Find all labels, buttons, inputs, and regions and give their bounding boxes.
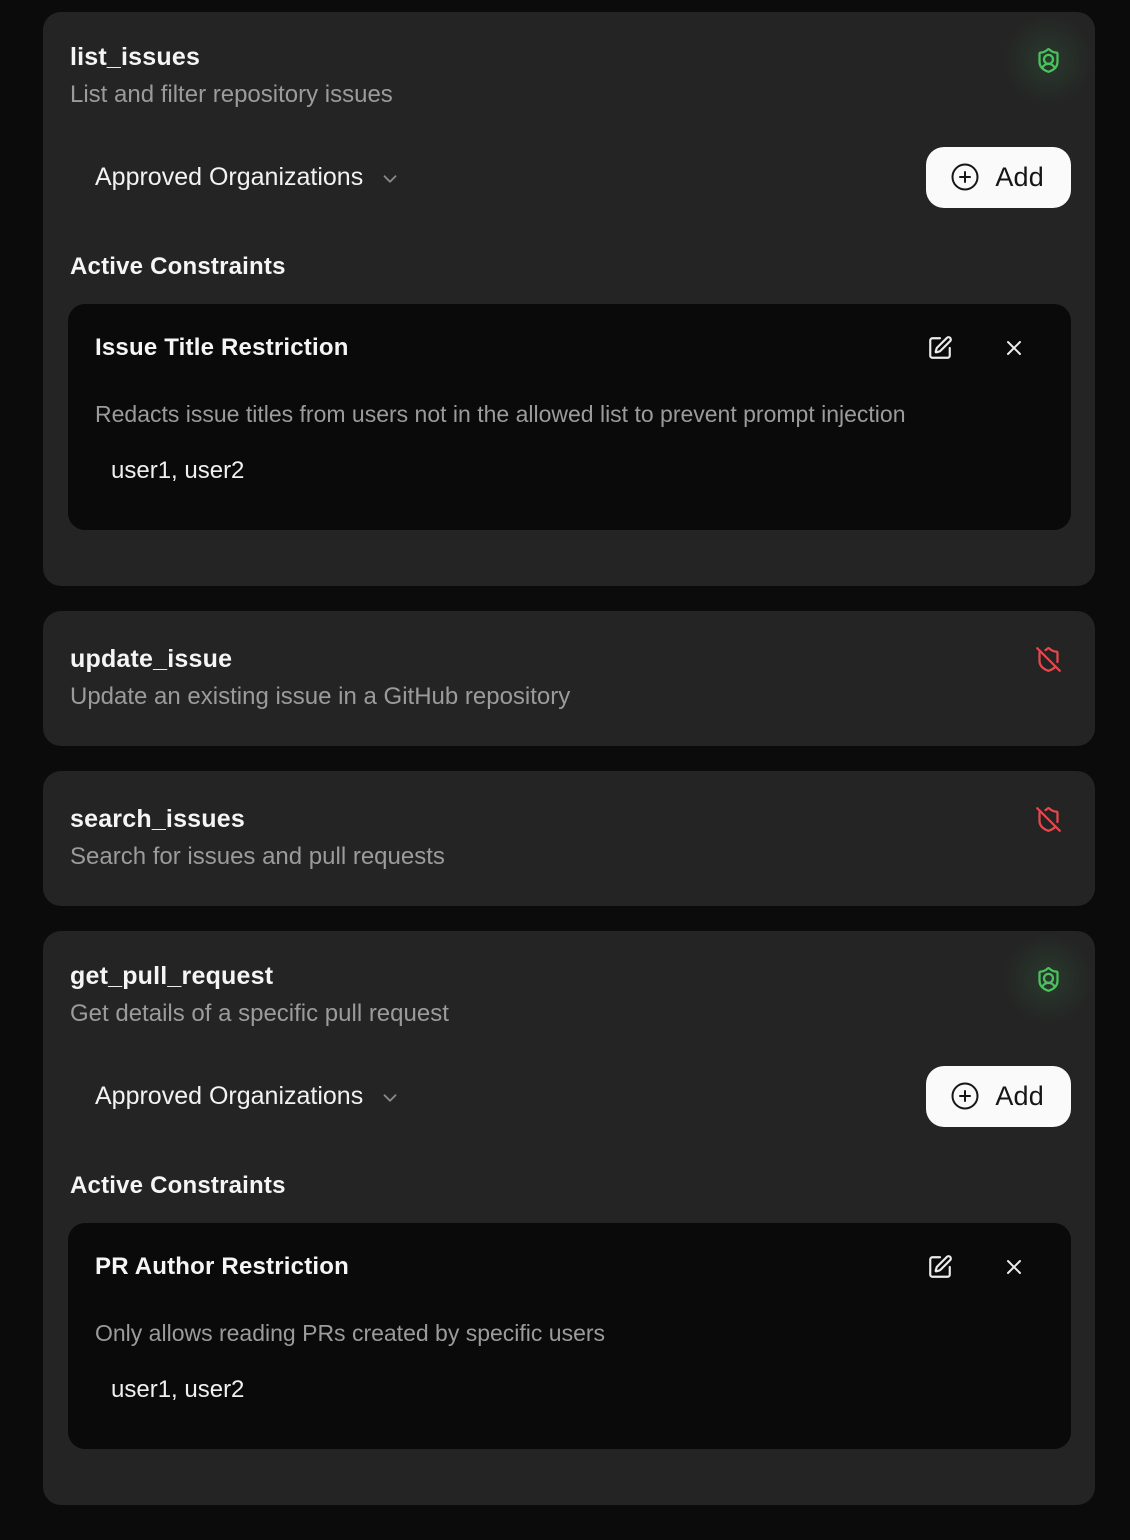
constraint-controls-row (70, 1065, 1071, 1127)
constraint-title: Issue Title Restriction (95, 334, 349, 361)
add-constraint-button[interactable] (926, 147, 1071, 208)
constraint-actions (926, 335, 1027, 362)
circle-plus-icon (950, 162, 980, 192)
add-button-label: Add (995, 1080, 1044, 1111)
constraint-controls-row (70, 146, 1071, 208)
remove-constraint-button[interactable] (1000, 335, 1027, 362)
shield-off-icon[interactable] (1034, 645, 1062, 673)
tool-description: Search for issues and pull requests (70, 843, 445, 870)
close-x-icon (1002, 336, 1026, 360)
shield-off-icon[interactable] (1034, 805, 1062, 833)
tool-card-get-pull-request (43, 931, 1095, 1505)
tool-description: Update an existing issue in a GitHub repository (70, 683, 571, 710)
constraint-description: Only allows reading PRs created by specific users (95, 1320, 606, 1346)
close-x-icon (1002, 1255, 1026, 1279)
edit-constraint-button[interactable] (926, 335, 953, 362)
active-constraints-heading: Active Constraints (70, 1172, 286, 1199)
shield-user-icon[interactable] (1034, 46, 1062, 74)
constraint-value: user1, user2 (111, 1376, 245, 1403)
edit-pencil-square-icon (927, 335, 953, 361)
add-button-label: Add (995, 161, 1044, 192)
dropdown-selected-value: Approved Organizations (95, 163, 364, 191)
tool-name: get_pull_request (70, 962, 274, 990)
constraint-title: PR Author Restriction (95, 1253, 349, 1280)
chevron-down-icon (379, 1087, 401, 1109)
constraint-actions (926, 1254, 1027, 1281)
edit-constraint-button[interactable] (926, 1254, 953, 1281)
constraint-header (95, 1253, 1043, 1281)
edit-pencil-square-icon (927, 1254, 953, 1280)
tool-name: list_issues (70, 43, 201, 71)
tool-name: search_issues (70, 805, 245, 833)
constraint-type-dropdown[interactable] (95, 162, 401, 192)
constraint-type-dropdown[interactable] (95, 1081, 401, 1111)
chevron-down-icon (379, 168, 401, 190)
tool-description: List and filter repository issues (70, 81, 393, 108)
circle-plus-icon (950, 1081, 980, 1111)
tool-card-search-issues[interactable] (43, 771, 1095, 906)
tool-card-update-issue[interactable] (43, 611, 1095, 746)
constraint-description: Redacts issue titles from users not in the allowed list to prevent prompt injection (95, 401, 906, 427)
shield-user-icon[interactable] (1034, 965, 1062, 993)
dropdown-selected-value: Approved Organizations (95, 1082, 364, 1110)
constraint-card (68, 304, 1071, 530)
constraint-header (95, 334, 1043, 362)
remove-constraint-button[interactable] (1000, 1254, 1027, 1281)
add-constraint-button[interactable] (926, 1066, 1071, 1127)
tool-name: update_issue (70, 645, 233, 673)
constraint-card (68, 1223, 1071, 1449)
constraint-value: user1, user2 (111, 457, 245, 484)
tool-card-list-issues (43, 12, 1095, 586)
tool-description: Get details of a specific pull request (70, 1000, 449, 1027)
active-constraints-heading: Active Constraints (70, 253, 286, 280)
